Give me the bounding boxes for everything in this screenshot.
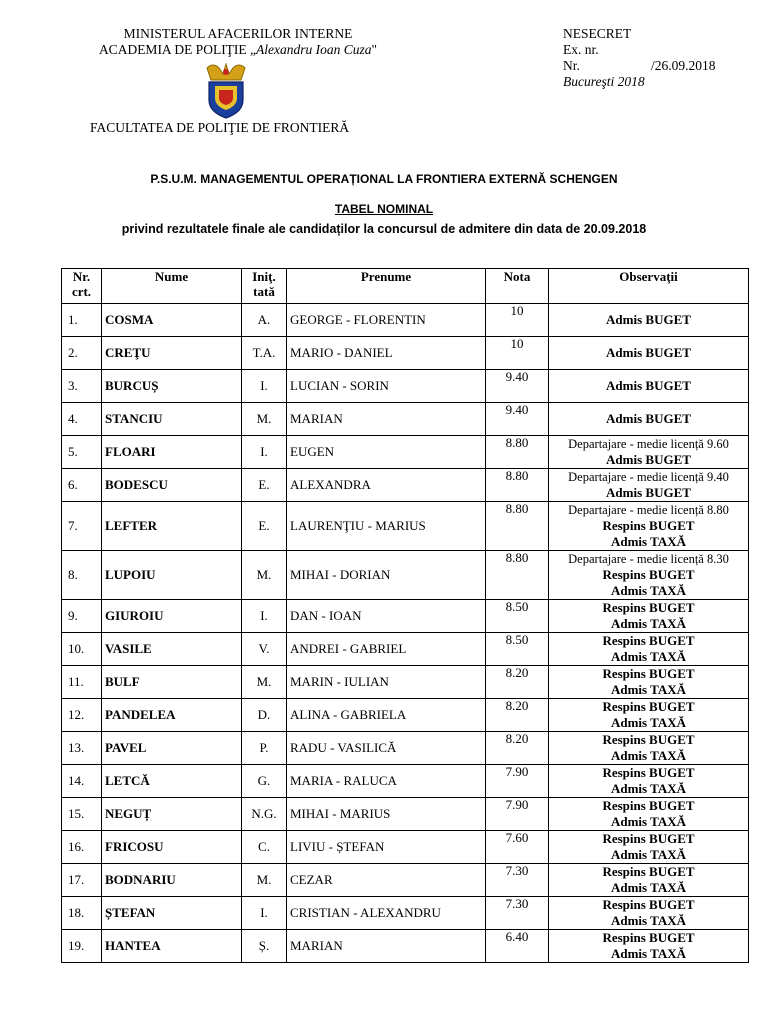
result-line: Respins BUGET [602, 897, 695, 912]
grade: 7.30 [486, 897, 549, 930]
observations [549, 732, 749, 765]
last-name: LUPOIU [102, 551, 242, 600]
tie-break-note: Departajare - medie licență 9.40 [568, 470, 729, 484]
column-header-nota: Nota [486, 269, 549, 304]
result-line: Admis BUGET [606, 411, 691, 426]
father-initial: C. [242, 831, 287, 864]
first-name: MARIO - DANIEL [287, 337, 486, 370]
grade: 6.40 [486, 930, 549, 963]
row-number: 9. [62, 600, 102, 633]
result-line: Admis TAXĂ [610, 534, 686, 549]
first-name: DAN - IOAN [287, 600, 486, 633]
row-number: 19. [62, 930, 102, 963]
last-name: BULF [102, 666, 242, 699]
tie-break-note: Departajare - medie licență 8.80 [568, 503, 729, 517]
last-name: VASILE [102, 633, 242, 666]
last-name: FLOARI [102, 436, 242, 469]
last-name: LEFTER [102, 502, 242, 551]
result-line: Admis TAXĂ [610, 682, 686, 697]
row-number: 10. [62, 633, 102, 666]
result-line: Admis BUGET [606, 378, 691, 393]
observations [549, 370, 749, 403]
table-row [62, 436, 749, 469]
result-line: Admis TAXĂ [610, 880, 686, 895]
observations [549, 304, 749, 337]
father-initial: P. [242, 732, 287, 765]
first-name: LUCIAN - SORIN [287, 370, 486, 403]
column-header-nr: Nr. crt. [62, 269, 102, 304]
institution-header [88, 26, 388, 58]
first-name: CRISTIAN - ALEXANDRU [287, 897, 486, 930]
grade: 10 [486, 337, 549, 370]
result-line: Admis BUGET [606, 345, 691, 360]
observations [549, 551, 749, 600]
table-row [62, 699, 749, 732]
result-line: Respins BUGET [602, 798, 695, 813]
last-name: FRICOSU [102, 831, 242, 864]
father-initial: G. [242, 765, 287, 798]
first-name: LAURENŢIU - MARIUS [287, 502, 486, 551]
observations [549, 600, 749, 633]
grade: 8.20 [486, 699, 549, 732]
table-row [62, 633, 749, 666]
grade: 8.50 [486, 600, 549, 633]
last-name: BODNARIU [102, 864, 242, 897]
father-initial: Ș. [242, 930, 287, 963]
tie-break-note: Departajare - medie licență 9.60 [568, 437, 729, 451]
grade: 10 [486, 304, 549, 337]
table-row [62, 600, 749, 633]
row-number: 16. [62, 831, 102, 864]
row-number: 4. [62, 403, 102, 436]
grade: 8.80 [486, 469, 549, 502]
grade: 8.80 [486, 436, 549, 469]
result-line: Admis TAXĂ [610, 946, 686, 961]
result-line: Respins BUGET [602, 732, 695, 747]
table-row [62, 666, 749, 699]
father-initial: M. [242, 666, 287, 699]
observations [549, 831, 749, 864]
result-line: Admis TAXĂ [610, 649, 686, 664]
row-number: 2. [62, 337, 102, 370]
grade: 8.80 [486, 502, 549, 551]
observations [549, 798, 749, 831]
table-row [62, 732, 749, 765]
first-name: ALEXANDRA [287, 469, 486, 502]
first-name: MIHAI - DORIAN [287, 551, 486, 600]
result-line: Admis BUGET [606, 452, 691, 467]
row-number: 7. [62, 502, 102, 551]
first-name: MARIAN [287, 930, 486, 963]
first-name: CEZAR [287, 864, 486, 897]
result-line: Respins BUGET [602, 864, 695, 879]
observations [549, 864, 749, 897]
row-number: 5. [62, 436, 102, 469]
first-name: ANDREI - GABRIEL [287, 633, 486, 666]
first-name: EUGEN [287, 436, 486, 469]
table-row [62, 370, 749, 403]
city-year: Bucureşti 2018 [563, 74, 645, 89]
tie-break-note: Departajare - medie licență 8.30 [568, 552, 729, 566]
table-row [62, 831, 749, 864]
grade: 7.60 [486, 831, 549, 864]
father-initial: M. [242, 864, 287, 897]
classification-label: NESECRET [563, 26, 632, 41]
first-name: ALINA - GABRIELA [287, 699, 486, 732]
copy-number-label: Ex. nr. [563, 42, 599, 57]
father-initial: I. [242, 897, 287, 930]
academy-name-line: ACADEMIA DE POLIŢIE „Alexandru Ioan Cuza" [98, 42, 378, 57]
observations [549, 765, 749, 798]
grade: 9.40 [486, 370, 549, 403]
row-number: 8. [62, 551, 102, 600]
grade: 7.30 [486, 864, 549, 897]
result-line: Admis TAXĂ [610, 913, 686, 928]
result-line: Admis BUGET [606, 312, 691, 327]
table-row [62, 798, 749, 831]
observations [549, 930, 749, 963]
result-line: Admis BUGET [606, 485, 691, 500]
observations [549, 699, 749, 732]
grade: 8.50 [486, 633, 549, 666]
result-line: Admis TAXĂ [610, 814, 686, 829]
first-name: MARIAN [287, 403, 486, 436]
last-name: STANCIU [102, 403, 242, 436]
observations [549, 502, 749, 551]
ministry-name: MINISTERUL AFACERILOR INTERNE [123, 26, 353, 41]
first-name: MARIN - IULIAN [287, 666, 486, 699]
table-header-row [62, 269, 749, 304]
grade: 7.90 [486, 798, 549, 831]
father-initial: E. [242, 469, 287, 502]
result-line: Respins BUGET [602, 567, 695, 582]
grade: 7.90 [486, 765, 549, 798]
row-number: 17. [62, 864, 102, 897]
table-row [62, 502, 749, 551]
table-row [62, 469, 749, 502]
father-initial: M. [242, 403, 287, 436]
column-header-prenume: Prenume [287, 269, 486, 304]
first-name: MIHAI - MARIUS [287, 798, 486, 831]
result-line: Respins BUGET [602, 633, 695, 648]
last-name: PANDELEA [102, 699, 242, 732]
result-line: Admis TAXĂ [610, 616, 686, 631]
table-row [62, 897, 749, 930]
column-header-nume: Nume [102, 269, 242, 304]
last-name: BODESCU [102, 469, 242, 502]
table-subtitle: privind rezultatele finale ale candidaților la concursul de admitere din data de 20.09.2018 [121, 222, 647, 236]
observations [549, 633, 749, 666]
result-line: Respins BUGET [602, 518, 695, 533]
registration-number: Nr. /26.09.2018 [563, 58, 716, 73]
results-table [61, 268, 749, 963]
result-line: Respins BUGET [602, 600, 695, 615]
observations [549, 897, 749, 930]
grade: 8.80 [486, 551, 549, 600]
last-name: LETCĂ [102, 765, 242, 798]
table-body [62, 304, 749, 963]
result-line: Respins BUGET [602, 831, 695, 846]
table-row [62, 930, 749, 963]
table-row [62, 304, 749, 337]
result-line: Admis TAXĂ [610, 715, 686, 730]
first-name: LIVIU - ȘTEFAN [287, 831, 486, 864]
last-name: HANTEA [102, 930, 242, 963]
program-title: P.S.U.M. MANAGEMENTUL OPERAȚIONAL LA FRONTIERA EXTERNĂ SCHENGEN [150, 172, 618, 186]
table-row [62, 337, 749, 370]
father-initial: T.A. [242, 337, 287, 370]
row-number: 18. [62, 897, 102, 930]
result-line: Respins BUGET [602, 699, 695, 714]
first-name: RADU - VASILICĂ [287, 732, 486, 765]
result-line: Admis TAXĂ [610, 847, 686, 862]
observations [549, 666, 749, 699]
row-number: 14. [62, 765, 102, 798]
result-line: Admis TAXĂ [610, 781, 686, 796]
grade: 9.40 [486, 403, 549, 436]
result-line: Respins BUGET [602, 765, 695, 780]
father-initial: I. [242, 600, 287, 633]
table-row [62, 765, 749, 798]
last-name: CREŢU [102, 337, 242, 370]
row-number: 3. [62, 370, 102, 403]
first-name: GEORGE - FLORENTIN [287, 304, 486, 337]
faculty-name: FACULTATEA DE POLIŢIE DE FRONTIERĂ [90, 120, 350, 135]
observations [549, 403, 749, 436]
last-name: NEGUȚ [102, 798, 242, 831]
coat-of-arms-icon [203, 60, 249, 120]
last-name: GIUROIU [102, 600, 242, 633]
row-number: 13. [62, 732, 102, 765]
father-initial: A. [242, 304, 287, 337]
column-header-init: Iniţ. tată [242, 269, 287, 304]
row-number: 1. [62, 304, 102, 337]
result-line: Admis TAXĂ [610, 583, 686, 598]
father-initial: I. [242, 436, 287, 469]
result-line: Admis TAXĂ [610, 748, 686, 763]
last-name: ȘTEFAN [102, 897, 242, 930]
table-row [62, 551, 749, 600]
grade: 8.20 [486, 732, 549, 765]
observations [549, 436, 749, 469]
result-line: Respins BUGET [602, 666, 695, 681]
father-initial: M. [242, 551, 287, 600]
observations [549, 469, 749, 502]
last-name: PAVEL [102, 732, 242, 765]
row-number: 6. [62, 469, 102, 502]
grade: 8.20 [486, 666, 549, 699]
table-row [62, 403, 749, 436]
father-initial: D. [242, 699, 287, 732]
father-initial: V. [242, 633, 287, 666]
row-number: 11. [62, 666, 102, 699]
table-row [62, 864, 749, 897]
observations [549, 337, 749, 370]
column-header-observatii: Observaţii [549, 269, 749, 304]
last-name: COSMA [102, 304, 242, 337]
document-registration [563, 26, 716, 90]
father-initial: E. [242, 502, 287, 551]
result-line: Respins BUGET [602, 930, 695, 945]
last-name: BURCUȘ [102, 370, 242, 403]
first-name: MARIA - RALUCA [287, 765, 486, 798]
father-initial: N.G. [242, 798, 287, 831]
row-number: 12. [62, 699, 102, 732]
father-initial: I. [242, 370, 287, 403]
table-title: TABEL NOMINAL [334, 202, 434, 216]
row-number: 15. [62, 798, 102, 831]
